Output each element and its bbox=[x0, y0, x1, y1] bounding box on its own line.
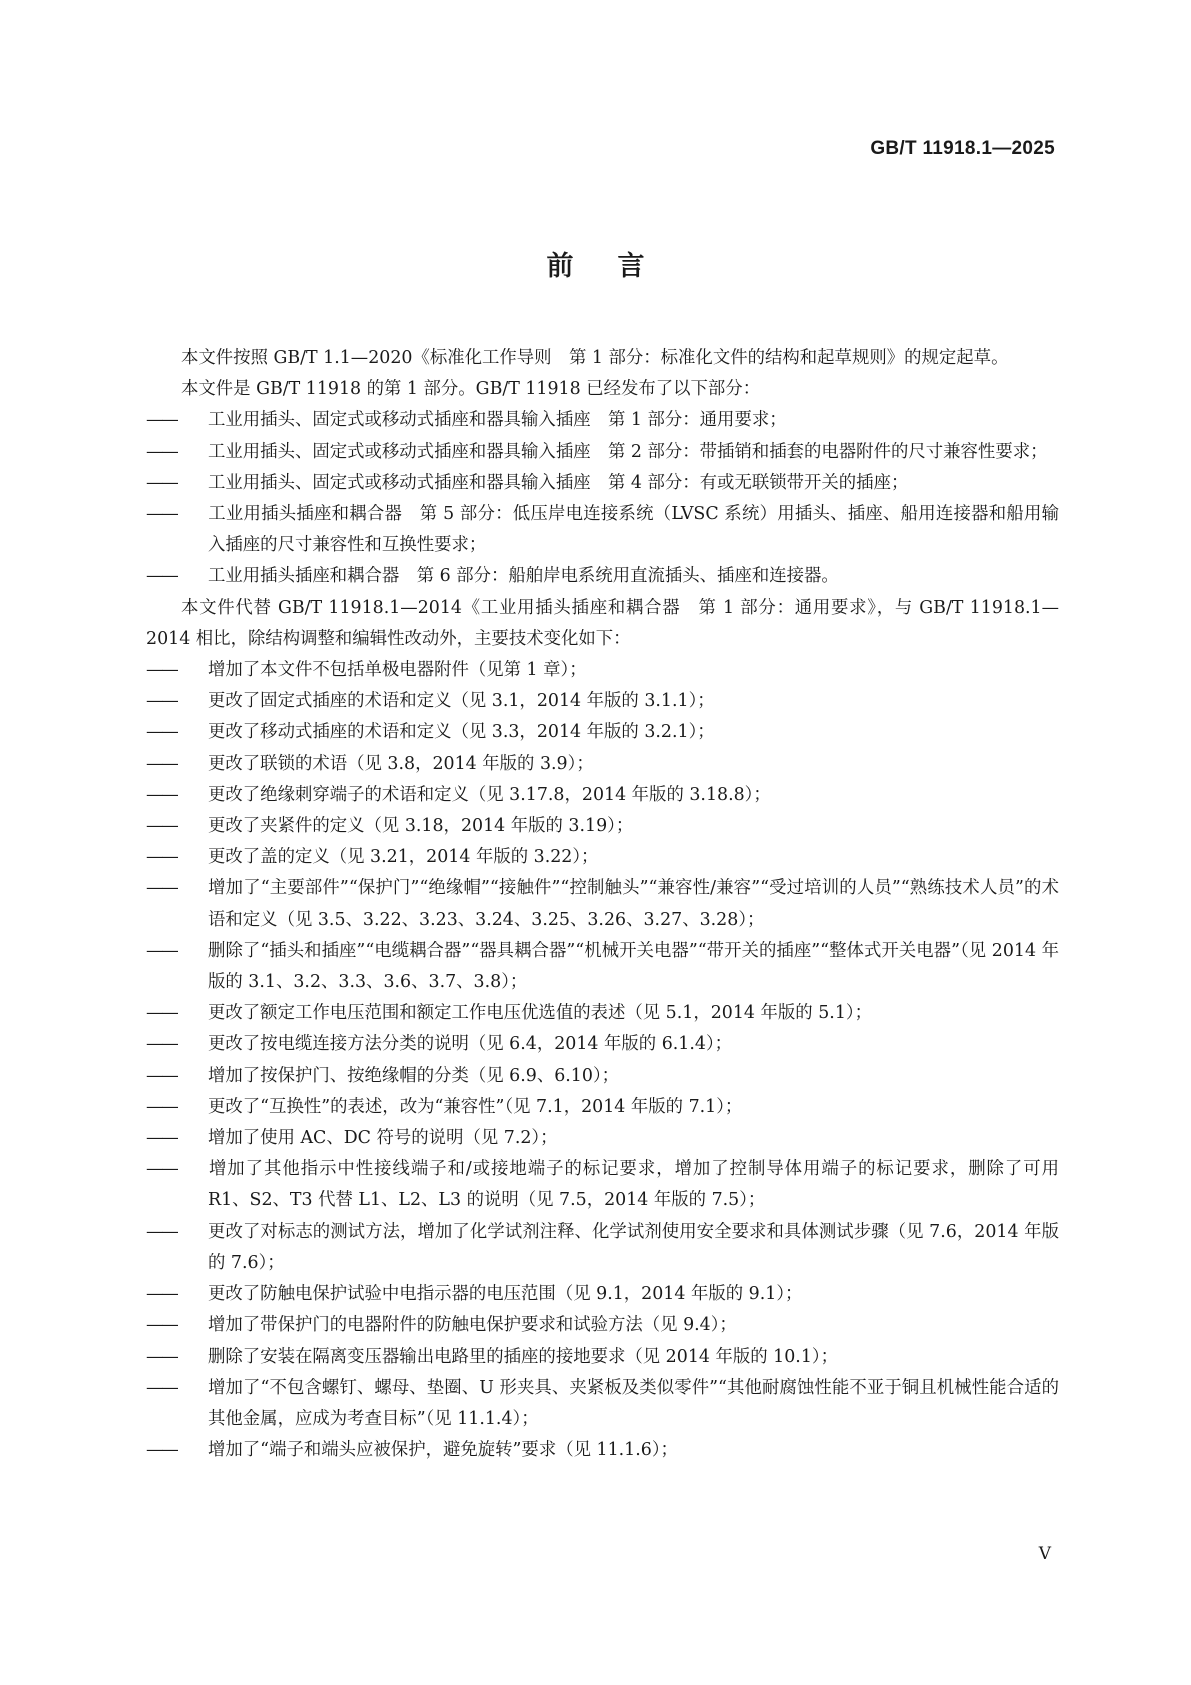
page-number: V bbox=[1038, 1544, 1051, 1564]
dash-mark: —— bbox=[146, 1128, 177, 1149]
changes-list-item: —— 增加了按保护门、按绝缘帽的分类（见 6.9、6.10）； bbox=[146, 1061, 1059, 1092]
dash-mark: —— bbox=[146, 1377, 177, 1398]
page-title: 前言 bbox=[546, 251, 689, 282]
changes-list-item: —— 更改了移动式插座的术语和定义（见 3.3，2014 年版的 3.2.1）； bbox=[146, 717, 1059, 748]
parts-list-item: —— 工业用插头、固定式或移动式插座和器具输入插座 第 4 部分：有或无联锁带开关的插座； bbox=[146, 468, 1059, 499]
dash-mark: —— bbox=[146, 1346, 177, 1367]
dash-mark: —— bbox=[146, 1159, 177, 1180]
dash-mark: —— bbox=[146, 878, 177, 899]
changes-list-item: —— 更改了绝缘刺穿端子的术语和定义（见 3.17.8，2014 年版的 3.18.8）； bbox=[146, 780, 1059, 811]
dash-mark: —— bbox=[146, 940, 177, 961]
changes-list-item: —— 删除了“插头和插座”“电缆耦合器”“器具耦合器”“机械开关电器”“带开关的插座”“整体式开关电器”（见 2014 年版的 3.1、3.2、3.3、3.6、3.7、3.8）； bbox=[146, 936, 1059, 998]
dash-mark: —— bbox=[146, 1221, 177, 1242]
parts-list-item: —— 工业用插头、固定式或移动式插座和器具输入插座 第 1 部分：通用要求； bbox=[146, 405, 1059, 436]
intro-paragraph-drafting: 本文件按照 GB/T 1.1—2020《标准化工作导则 第 1 部分：标准化文件的结构和起草规则》的规定起草。 bbox=[181, 348, 1009, 368]
changes-list-item: —— 增加了带保护门的电器附件的防触电保护要求和试验方法（见 9.4）； bbox=[146, 1310, 1059, 1341]
changes-list-item: —— 删除了安装在隔离变压器输出电路里的插座的接地要求（见 2014 年版的 10.1）； bbox=[146, 1342, 1059, 1373]
replacement-paragraph: 本文件代替 GB/T 11918.1—2014《工业用插头插座和耦合器 第 1 部分：通用要求》，与 GB/T 11918.1—2014 相比，除结构调整和编辑性改动外，主要技术变化如下： bbox=[146, 597, 1059, 649]
parts-list-item: —— 工业用插头插座和耦合器 第 5 部分：低压岸电连接系统（LVSC 系统）用插头、插座、船用连接器和船用输入插座的尺寸兼容性和互换性要求； bbox=[146, 499, 1059, 561]
changes-list-item: —— 更改了额定工作电压范围和额定工作电压优选值的表述（见 5.1，2014 年版的 5.1）； bbox=[146, 998, 1059, 1029]
dash-mark: —— bbox=[146, 1096, 177, 1117]
changes-list-item: —— 增加了其他指示中性接线端子和/或接地端子的标记要求，增加了控制导体用端子的标记要求，删除了可用 R1、S2、T3 代替 L1、L2、L3 的说明（见 7.5，2014 年版的 7.5）； bbox=[146, 1154, 1059, 1216]
dash-mark: —— bbox=[146, 691, 177, 712]
dash-mark: —— bbox=[146, 441, 177, 462]
dash-mark: —— bbox=[146, 816, 177, 837]
document-number: GB/T 11918.1—2025 bbox=[870, 138, 1055, 159]
document-body bbox=[146, 343, 1059, 1466]
changes-list-item: —— 更改了夹紧件的定义（见 3.18，2014 年版的 3.19）； bbox=[146, 811, 1059, 842]
dash-mark: —— bbox=[146, 472, 177, 493]
changes-list-item: —— 更改了防触电保护试验中电指示器的电压范围（见 9.1，2014 年版的 9.1）； bbox=[146, 1279, 1059, 1310]
dash-mark: —— bbox=[146, 847, 177, 868]
changes-list-item: —— 增加了使用 AC、DC 符号的说明（见 7.2）； bbox=[146, 1123, 1059, 1154]
dash-mark: —— bbox=[146, 660, 177, 681]
dash-mark: —— bbox=[146, 410, 177, 431]
dash-mark: —— bbox=[146, 1284, 177, 1305]
dash-mark: —— bbox=[146, 1003, 177, 1024]
dash-mark: —— bbox=[146, 1315, 177, 1336]
dash-mark: —— bbox=[146, 566, 177, 587]
changes-list-item: —— 更改了对标志的测试方法，增加了化学试剂注释、化学试剂使用安全要求和具体测试步骤（见 7.6，2014 年版的 7.6）； bbox=[146, 1217, 1059, 1279]
dash-mark: —— bbox=[146, 1065, 177, 1086]
parts-list-item: —— 工业用插头插座和耦合器 第 6 部分：船舶岸电系统用直流插头、插座和连接器。 bbox=[146, 561, 1059, 592]
dash-mark: —— bbox=[146, 753, 177, 774]
dash-mark: —— bbox=[146, 504, 177, 525]
changes-list-item: —— 增加了“主要部件”“保护门”“绝缘帽”“接触件”“控制触头”“兼容性/兼容”“受过培训的人员”“熟练技术人员”的术语和定义（见 3.5、3.22、3.23、3.24、3.25、3.26、3.27、3.28）； bbox=[146, 873, 1059, 935]
changes-list-item: —— 更改了固定式插座的术语和定义（见 3.1，2014 年版的 3.1.1）； bbox=[146, 686, 1059, 717]
changes-list-item: —— 更改了按电缆连接方法分类的说明（见 6.4，2014 年版的 6.1.4）； bbox=[146, 1029, 1059, 1060]
intro-paragraph-parts: 本文件是 GB/T 11918 的第 1 部分。GB/T 11918 已经发布了以下部分： bbox=[181, 379, 761, 400]
dash-mark: —— bbox=[146, 1440, 177, 1461]
dash-mark: —— bbox=[146, 1034, 177, 1055]
changes-list-item: —— 更改了联锁的术语（见 3.8，2014 年版的 3.9）； bbox=[146, 749, 1059, 780]
changes-list-item: —— 增加了本文件不包括单极电器附件（见第 1 章）； bbox=[146, 655, 1059, 686]
changes-list-item: —— 更改了“互换性”的表述，改为“兼容性”（见 7.1，2014 年版的 7.1）； bbox=[146, 1092, 1059, 1123]
dash-mark: —— bbox=[146, 784, 177, 805]
changes-list-item: —— 更改了盖的定义（见 3.21，2014 年版的 3.22）； bbox=[146, 842, 1059, 873]
changes-list-item: —— 增加了“不包含螺钉、螺母、垫圈、U 形夹具、夹紧板及类似零件”“其他耐腐蚀性能不亚于铜且机械性能合适的其他金属，应成为考查目标”（见 11.1.4）； bbox=[146, 1373, 1059, 1435]
parts-list-item: —— 工业用插头、固定式或移动式插座和器具输入插座 第 2 部分：带插销和插套的电器附件的尺寸兼容性要求； bbox=[146, 437, 1059, 468]
dash-mark: —— bbox=[146, 722, 177, 743]
changes-list-item: —— 增加了“端子和端头应被保护，避免旋转”要求（见 11.1.6）； bbox=[146, 1435, 1059, 1466]
